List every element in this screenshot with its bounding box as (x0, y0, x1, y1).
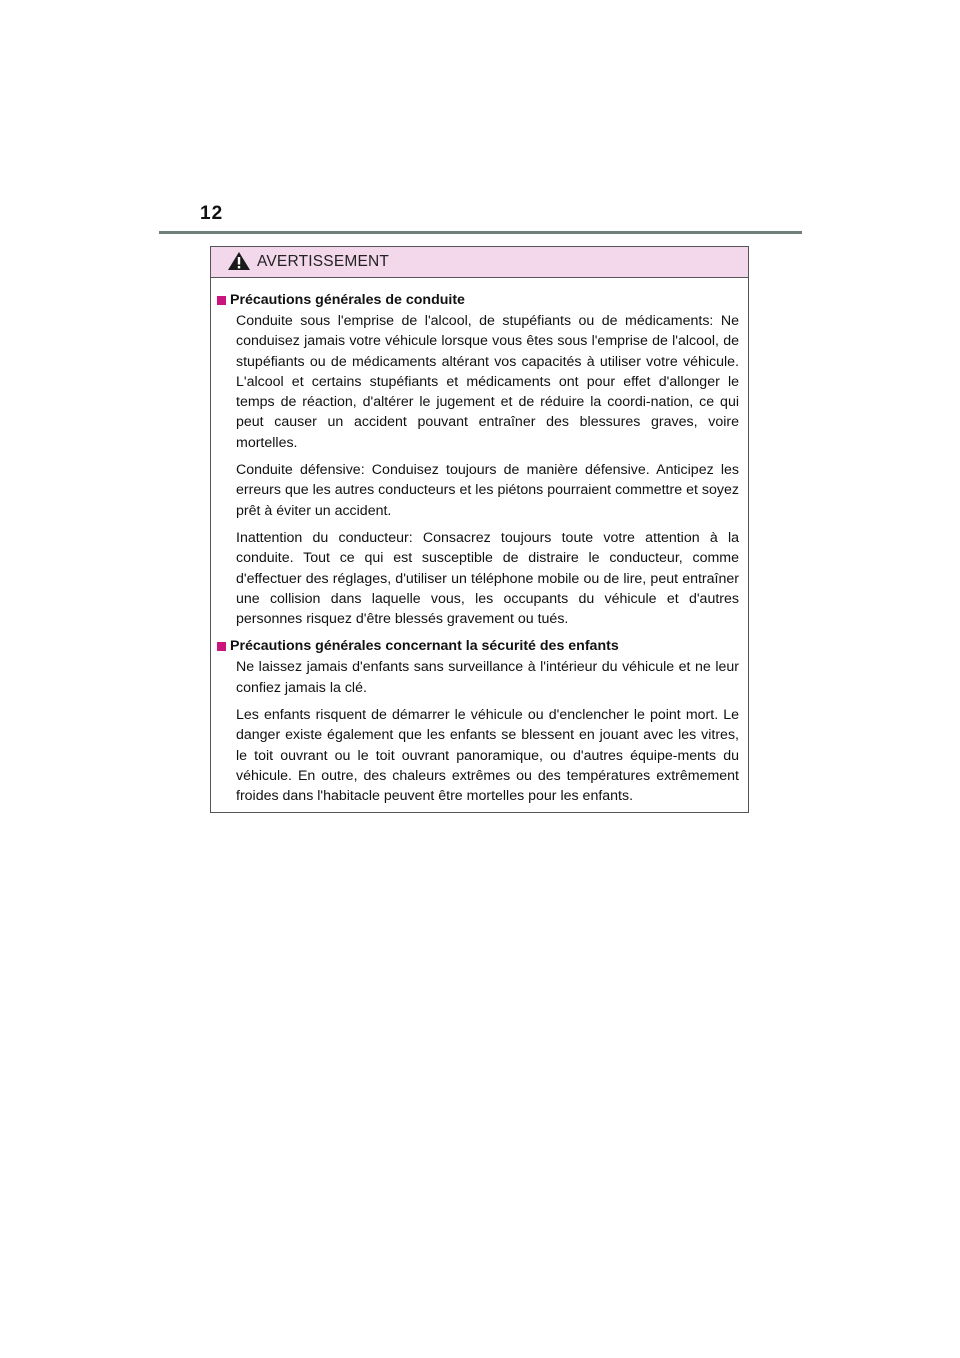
section-heading-text: Précautions générales de conduite (230, 292, 465, 308)
section-child-safety (217, 636, 739, 806)
header-rule (159, 231, 802, 234)
section-heading-text: Précautions générales concernant la sécurité des enfants (230, 638, 619, 655)
paragraph: Conduite sous l'emprise de l'alcool, de stupéfiants ou de médicaments: Ne conduisez jamais votre véhicule lorsque vous êtes sous l'emprise de l'alcool, de stupéfiants ou de médicaments altérant vos capacités à utiliser votre véhicule. L'alcool et certains stupéfiants et médicaments ont pour effet d'allonger le temps de réaction, d'altérer le jugement et de réduire la coordi-nation, ce qui peut causer un accident pouvant entraîner des blessures graves, voire mortelles. (236, 313, 739, 451)
paragraph: Ne laissez jamais d'enfants sans surveillance à l'intérieur du véhicule et ne leur confiez jamais la clé. (236, 659, 739, 696)
bullet-square-icon (217, 642, 226, 651)
warning-header (211, 247, 748, 278)
bullet-square-icon (217, 296, 226, 305)
page-number: 12 (200, 203, 224, 224)
paragraph: Les enfants risquent de démarrer le véhicule ou d'enclencher le point mort. Le danger existe également que les enfants se blessent en jouant avec les vitres, le toit ouvrant ou le toit ouvrant panoramique, ou d'autres équipe-ments du véhicule. En outre, des chaleurs extrêmes ou des températures extrêmement froides dans l'habitacle peuvent être mortelles pour les enfants. (236, 707, 739, 805)
section-heading (217, 636, 739, 656)
warning-box (210, 246, 749, 813)
paragraph: Conduite défensive: Conduisez toujours de manière défensive. Anticipez les erreurs que les autres conducteurs et les piétons pourraient commettre et soyez prêt à éviter un accident. (236, 462, 739, 519)
warning-title: AVERTISSEMENT (257, 253, 390, 270)
section-heading (217, 290, 739, 310)
warning-triangle-icon (227, 251, 251, 271)
section-driving-precautions (217, 290, 739, 629)
paragraph: Inattention du conducteur: Consacrez toujours toute votre attention à la conduite. Tout ce qui est susceptible de distraire le conducteur, comme d'effectuer des réglages, d'utiliser un téléphone mobile ou de lire, peut entraîner une collision dans laquelle vous, les occupants du véhicule et d'autres personnes risquez d'être blessés gravement ou tués. (236, 529, 739, 628)
warning-body (211, 278, 748, 807)
